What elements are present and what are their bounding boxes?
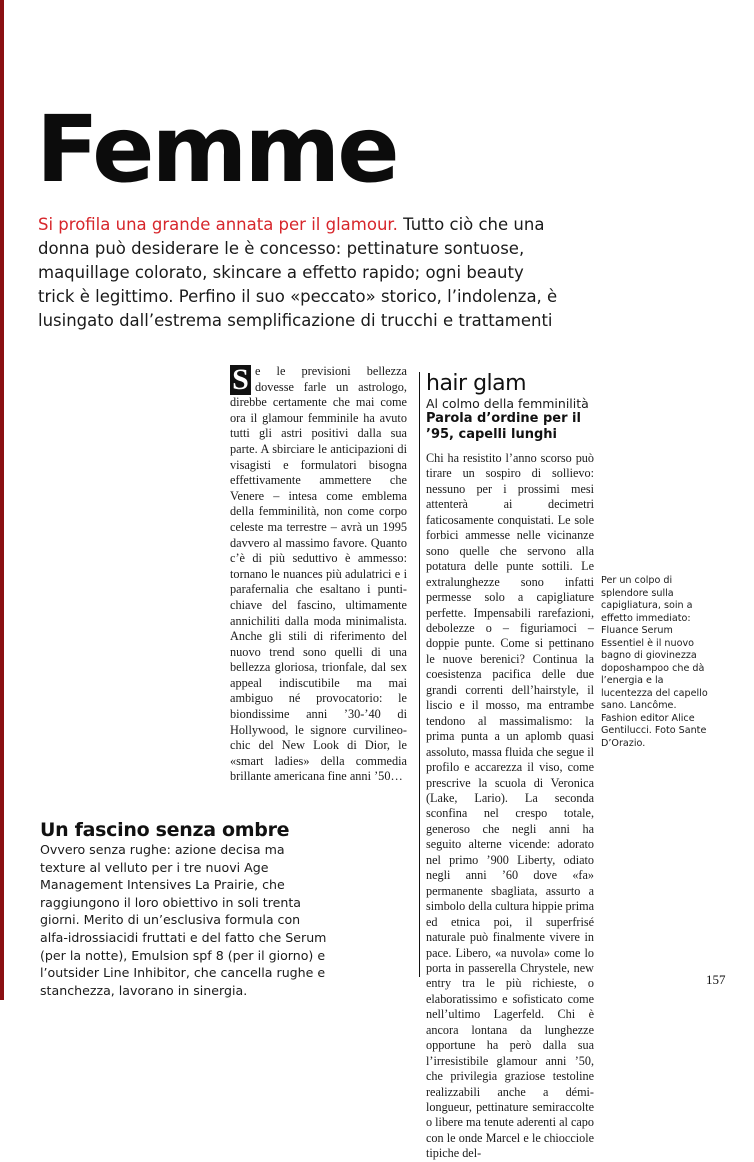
main-article-text: e le previsioni bellezza dovesse farle un astrologo, direbbe certamente che mai come ora il glamour femminile ha avuto tutti gli astri positivi dalla sua parte. A sbirciare le anticipazioni di visagisti e formulatori bisogna effettivamente ammettere che Venere – intesa come emblema della femminilità, non come corpo celeste ma terrestre – avrà un 1995 davvero al massimo favore. Quanto c’è di più seduttivo è ammesso: tornano le nuances più adulatrici e i parafernalia che esaltano i punti-chiave del fascino, ultimamente annichiliti dalla moda minimalista. Anche gli stili di riferimento del nuovo trend sono quelli di una bellezza gloriosa, trionfale, dal sex appeal indiscutibile ma mai ambiguo né provocatorio: le biondissime anni ’30-’40 di Hollywood, le signore curvilineo-chic del New Look di Dior, le «smart ladies» della commedia brillante americana fine anni ’50… bbox=[230, 364, 407, 784]
hair-glam-title: hair glam bbox=[426, 371, 527, 396]
intro-rest: Tutto ciò che una donna può desiderare le è concesso: pettinature sontuose, maquillage colorato, skincare a effetto rapido; ogni beauty trick è legittimo. Perfino il suo «peccato» storico, l’indolenza, è lusingato dall’estrema semplificazione di trucchi e trattamenti bbox=[38, 215, 558, 330]
fascino-section-text: Ovvero senza rughe: azione decisa ma texture al velluto per i tre nuovi Age Management Intensives La Prairie, che raggiungono il loro obiettivo in soli trenta giorni. Merito di un’esclusiva formula con alfa-idrossiacidi fruttati e del fatto che Serum (per la notte), Emulsion spf 8 (per il giorno) e l’outsider Line Inhibitor, che cancella rughe e stanchezza, lavorano in sinergia. bbox=[40, 842, 327, 998]
hair-glam-header bbox=[426, 372, 598, 443]
hair-glam-subtitle: Al colmo della femminilità bbox=[426, 396, 589, 411]
fascino-section-title: Un fascino senza ombre bbox=[40, 819, 290, 841]
article-intro bbox=[38, 213, 558, 333]
drop-cap: S bbox=[230, 365, 251, 395]
page-number: 157 bbox=[706, 972, 726, 987]
column-divider bbox=[419, 372, 420, 977]
hair-glam-text: Chi ha resistito l’anno scorso può tirare un sospiro di sollievo: nessuno per i prossimi mesi attenterà ai decimetri faticosamente conquistati. Le sole forbici ammesse nelle vicinanze sono quelle che servono alla potatura delle punte sottili. Le extralunghezze sono infatti permesse solo a capigliature perfette. Impensabili rarefazioni, debolezze o – figuriamoci – doppie punte. Come si pettinano le nuove berenici? Continua la coesistenza pacifica delle due grandi correnti dell’hairstyle, il liscio e il mosso, ma entrambe tendono al massimalismo: la prima punta a un aplomb quasi assoluto, massa fluida che segue il profilo e accarezza il viso, come prescrive la scuola di Veronica (Lake, Lario). La seconda sconfina nel crespo totale, generoso che negli anni ha seguito alterne vicende: adorato nel primo ’900 Liberty, odiato negli anni ’60 dove «fa» permanente sbagliata, assurto a simbolo della cultura hippie prima ed etnica poi, il superfrisé naturale può finalmente vivere in pace. Libero, «a nuvola» come lo porta in passerella Chrystele, new entry tra le più richieste, o elaboratissimo e sofisticato come nell’ultimo Lagerfeld. Chi è ancora lontana da lunghezze opportune ha però dalla sua l’irresistibile glamour anni ’50, che privilegia graziose testoline realizzabili anche a démi-longueur, pettinature semiraccolte o libere ma tenute aderenti al capo con le onde Marcel e le chiocciole tipiche del- bbox=[426, 451, 594, 1161]
intro-lead: Si profila una grande annata per il glamour. bbox=[38, 215, 398, 234]
article-title: Femme bbox=[36, 96, 397, 203]
page-edge-strip bbox=[0, 0, 4, 1000]
hair-glam-heading: Parola d’ordine per il ’95, capelli lunghi bbox=[426, 411, 581, 442]
main-article-column bbox=[230, 364, 407, 785]
photo-caption: Per un colpo di splendore sulla capigliatura, soin a effetto immediato: Fluance Serum Essentiel è il nuovo bagno di giovinezza doposhampoo che dà l’energia e la lucentezza del capello sano. Lancôme. Fashion editor Alice Gentilucci. Foto Sante D’Orazio. bbox=[601, 575, 708, 749]
